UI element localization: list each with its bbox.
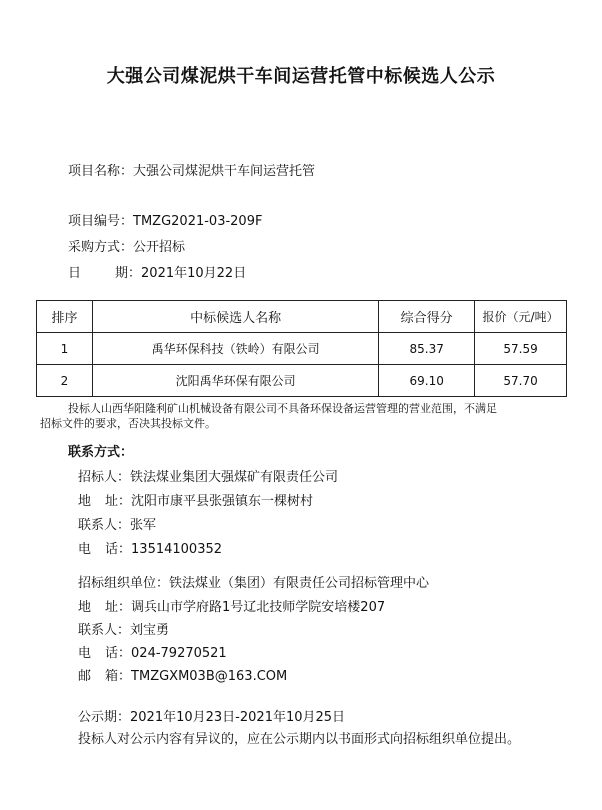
purchase-method-label: 采购方式： <box>68 240 134 255</box>
agency-email: TMZGXM03B@163.COM <box>131 669 288 684</box>
tenderer-contact: 张军 <box>130 518 157 533</box>
address-label-part1: 地 <box>78 494 92 509</box>
table-row <box>37 333 567 365</box>
cell-candidate-name: 禹华环保科技（铁岭）有限公司 <box>92 333 378 365</box>
note-line-2: 招标文件的要求，否决其投标文件。 <box>40 417 216 430</box>
project-name-label: 项目名称： <box>68 164 134 179</box>
project-no-row <box>68 210 262 229</box>
disqualification-note <box>40 401 568 431</box>
phone-label-part2: 话： <box>105 646 132 661</box>
tenderer-address-row <box>78 490 313 509</box>
address-label-part1: 地 <box>78 600 92 615</box>
phone-label-part2: 话： <box>105 542 132 557</box>
table-row <box>37 365 567 397</box>
date-label-part2: 期： <box>115 266 142 281</box>
date-label-part1: 日 <box>68 266 82 281</box>
period-label: 公示期： <box>78 710 131 725</box>
contact-label: 联系人： <box>78 623 131 638</box>
agency-name: 铁法煤业（集团）有限责任公司招标管理中心 <box>169 576 430 591</box>
agency-contact-row <box>78 619 169 638</box>
phone-label-part1: 电 <box>78 646 92 661</box>
tenderer-name: 铁法煤业集团大强煤矿有限责任公司 <box>130 470 339 485</box>
date-row <box>68 262 246 281</box>
tenderer-row <box>78 466 338 485</box>
cell-rank: 1 <box>37 333 93 365</box>
contact-heading: 联系方式： <box>68 445 134 460</box>
tenderer-address: 沈阳市康平县张强镇东一棵树村 <box>131 494 314 509</box>
tenderer-label: 招标人： <box>78 470 131 485</box>
cell-price: 57.70 <box>475 365 567 397</box>
cell-score: 85.37 <box>379 333 475 365</box>
contact-label: 联系人： <box>78 518 131 533</box>
period-value: 2021年10月23日-2021年10月25日 <box>130 710 346 725</box>
agency-contact: 刘宝勇 <box>130 623 170 638</box>
tenderer-contact-row <box>78 514 156 533</box>
email-label-part2: 箱： <box>105 669 132 684</box>
table-header-row <box>37 301 567 333</box>
cell-price: 57.59 <box>475 333 567 365</box>
agency-address-row <box>78 596 385 615</box>
publicity-period-row <box>78 706 345 725</box>
page-title: 大强公司煤泥烘干车间运营托管中标候选人公示 <box>106 66 496 87</box>
cell-score: 69.10 <box>379 365 475 397</box>
header-candidate-name: 中标候选人名称 <box>92 301 378 333</box>
agency-row <box>78 572 429 591</box>
header-price: 报价（元/吨） <box>475 301 567 333</box>
cell-rank: 2 <box>37 365 93 397</box>
date-value: 2021年10月22日 <box>141 266 247 281</box>
agency-phone-row <box>78 642 227 661</box>
address-label-part2: 址： <box>105 600 132 615</box>
candidate-table <box>36 300 567 397</box>
phone-label-part1: 电 <box>78 542 92 557</box>
agency-label: 招标组织单位： <box>78 576 170 591</box>
cell-candidate-name: 沈阳禹华环保有限公司 <box>92 365 378 397</box>
tenderer-phone-row <box>78 538 222 557</box>
project-no-label: 项目编号： <box>68 214 134 229</box>
project-no-value: TMZG2021-03-209F <box>133 214 263 229</box>
header-rank: 排序 <box>37 301 93 333</box>
tenderer-phone: 13514100352 <box>131 542 223 557</box>
agency-address: 调兵山市学府路1号辽北技师学院安培楼207 <box>131 600 386 615</box>
objection-note: 投标人对公示内容有异议的，应在公示期内以书面形式向招标组织单位提出。 <box>78 732 521 747</box>
address-label-part2: 址： <box>105 494 132 509</box>
project-name-row <box>68 160 315 179</box>
agency-email-row <box>78 665 287 684</box>
header-score: 综合得分 <box>379 301 475 333</box>
project-name-value: 大强公司煤泥烘干车间运营托管 <box>133 164 316 179</box>
agency-phone: 024-79270521 <box>131 646 227 661</box>
purchase-method-value: 公开招标 <box>133 240 186 255</box>
purchase-method-row <box>68 236 185 255</box>
note-line-1: 投标人山西华阳隆利矿山机械设备有限公司不具备环保设备运营管理的营业范围，不满足 <box>68 402 497 415</box>
email-label-part1: 邮 <box>78 669 92 684</box>
